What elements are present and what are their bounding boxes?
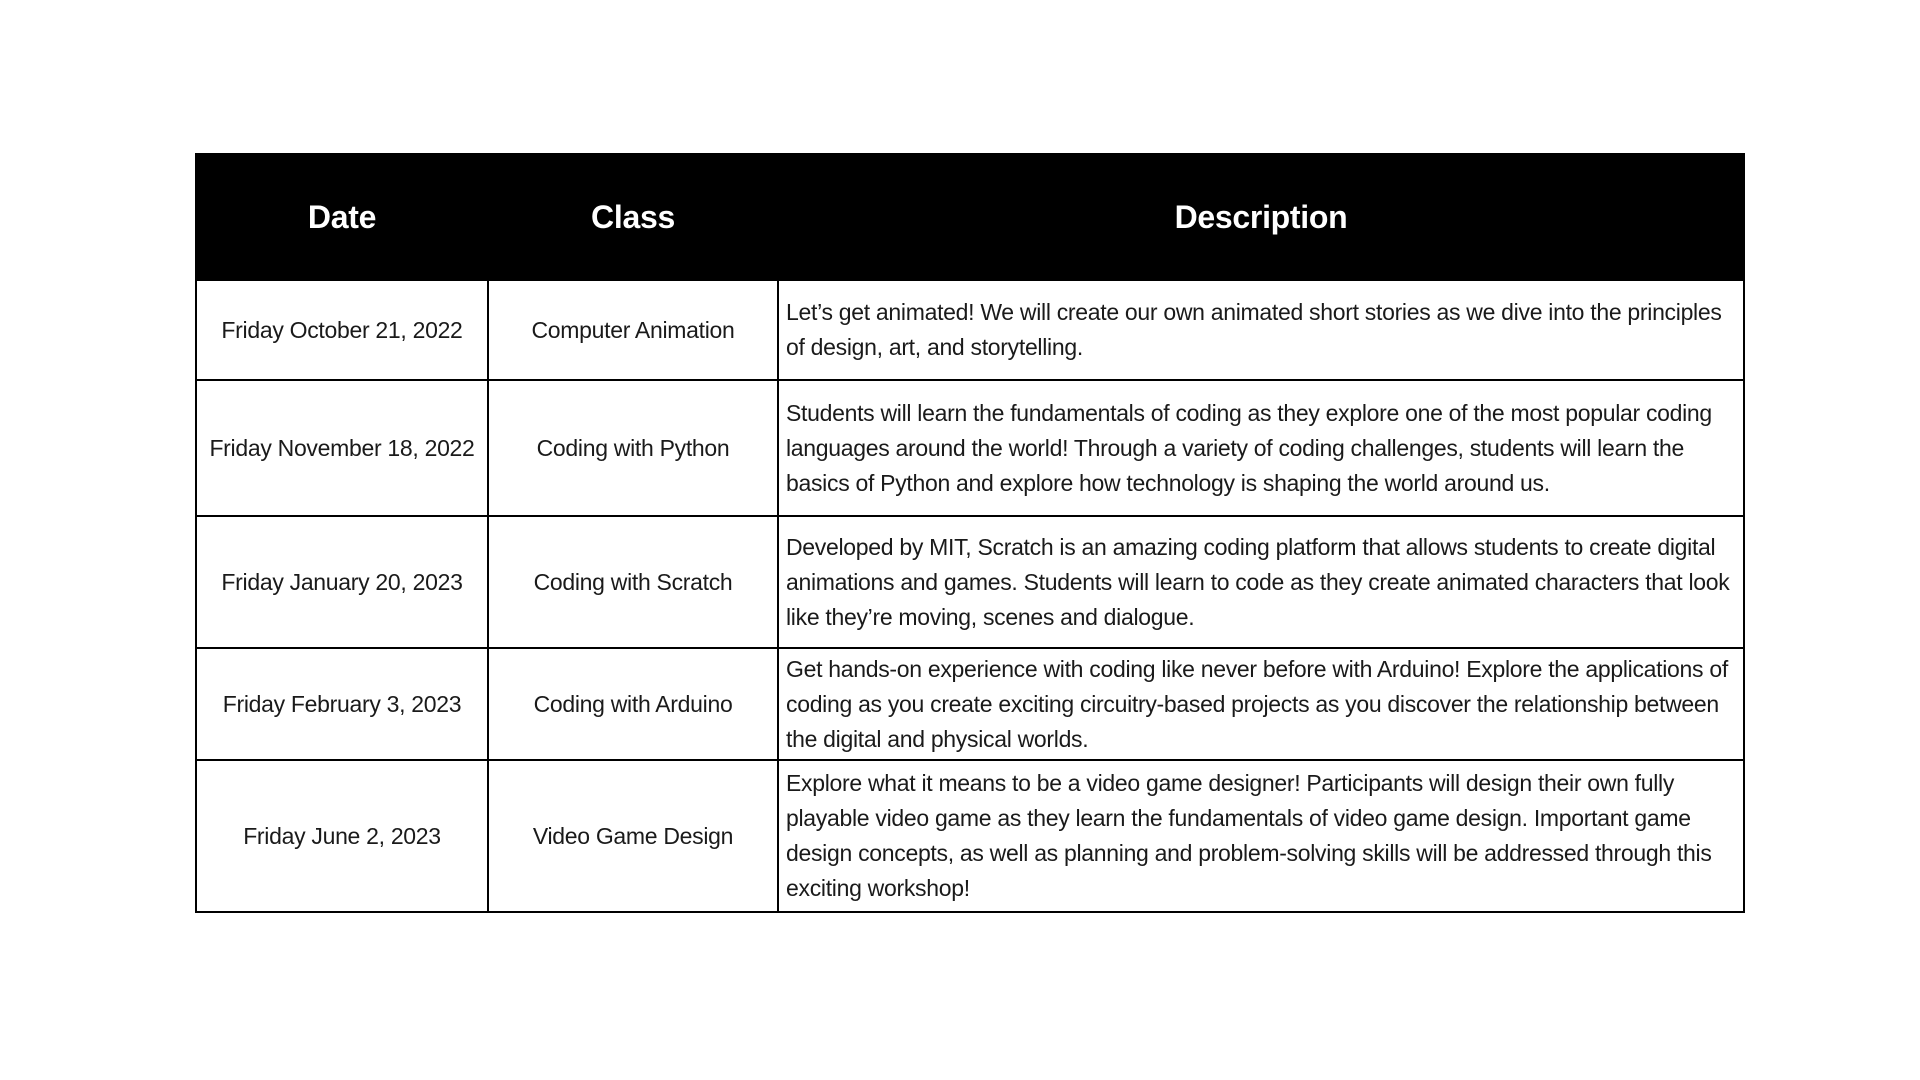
header-class: Class [488, 154, 778, 280]
header-date: Date [196, 154, 488, 280]
description-cell: Let’s get animated! We will create our own animated short stories as we dive into the principles of design, art, and storytelling. [778, 280, 1744, 380]
description-cell: Explore what it means to be a video game designer! Participants will design their own fully playable video game as they learn the fundamentals of video game design. Important game design concepts, as well as planning and problem-solving skills will be addressed through this exciting workshop! [778, 760, 1744, 912]
description-cell: Students will learn the fundamentals of coding as they explore one of the most popular coding languages around the world! Through a variety of coding challenges, students will learn the basics of Python and explore how technology is shaping the world around us. [778, 380, 1744, 516]
description-cell: Developed by MIT, Scratch is an amazing coding platform that allows students to create digital animations and games. Students will learn to code as they create animated characters that look like they’re moving, scenes and dialogue. [778, 516, 1744, 648]
date-cell: Friday June 2, 2023 [196, 760, 488, 912]
description-cell: Get hands-on experience with coding like never before with Arduino! Explore the applications of coding as you create exciting circuitry-based projects as you discover the relationship between the digital and physical worlds. [778, 648, 1744, 760]
class-cell: Computer Animation [488, 280, 778, 380]
table-row [196, 648, 1744, 760]
date-cell: Friday February 3, 2023 [196, 648, 488, 760]
table-row [196, 380, 1744, 516]
class-cell: Coding with Python [488, 380, 778, 516]
header-description: Description [778, 154, 1744, 280]
date-cell: Friday November 18, 2022 [196, 380, 488, 516]
table-row [196, 516, 1744, 648]
class-cell: Coding with Scratch [488, 516, 778, 648]
table-body [196, 280, 1744, 912]
class-cell: Coding with Arduino [488, 648, 778, 760]
class-schedule-table [195, 153, 1745, 913]
header-row [196, 154, 1744, 280]
table-header [196, 154, 1744, 280]
table-row [196, 760, 1744, 912]
table-row [196, 280, 1744, 380]
date-cell: Friday October 21, 2022 [196, 280, 488, 380]
date-cell: Friday January 20, 2023 [196, 516, 488, 648]
class-cell: Video Game Design [488, 760, 778, 912]
